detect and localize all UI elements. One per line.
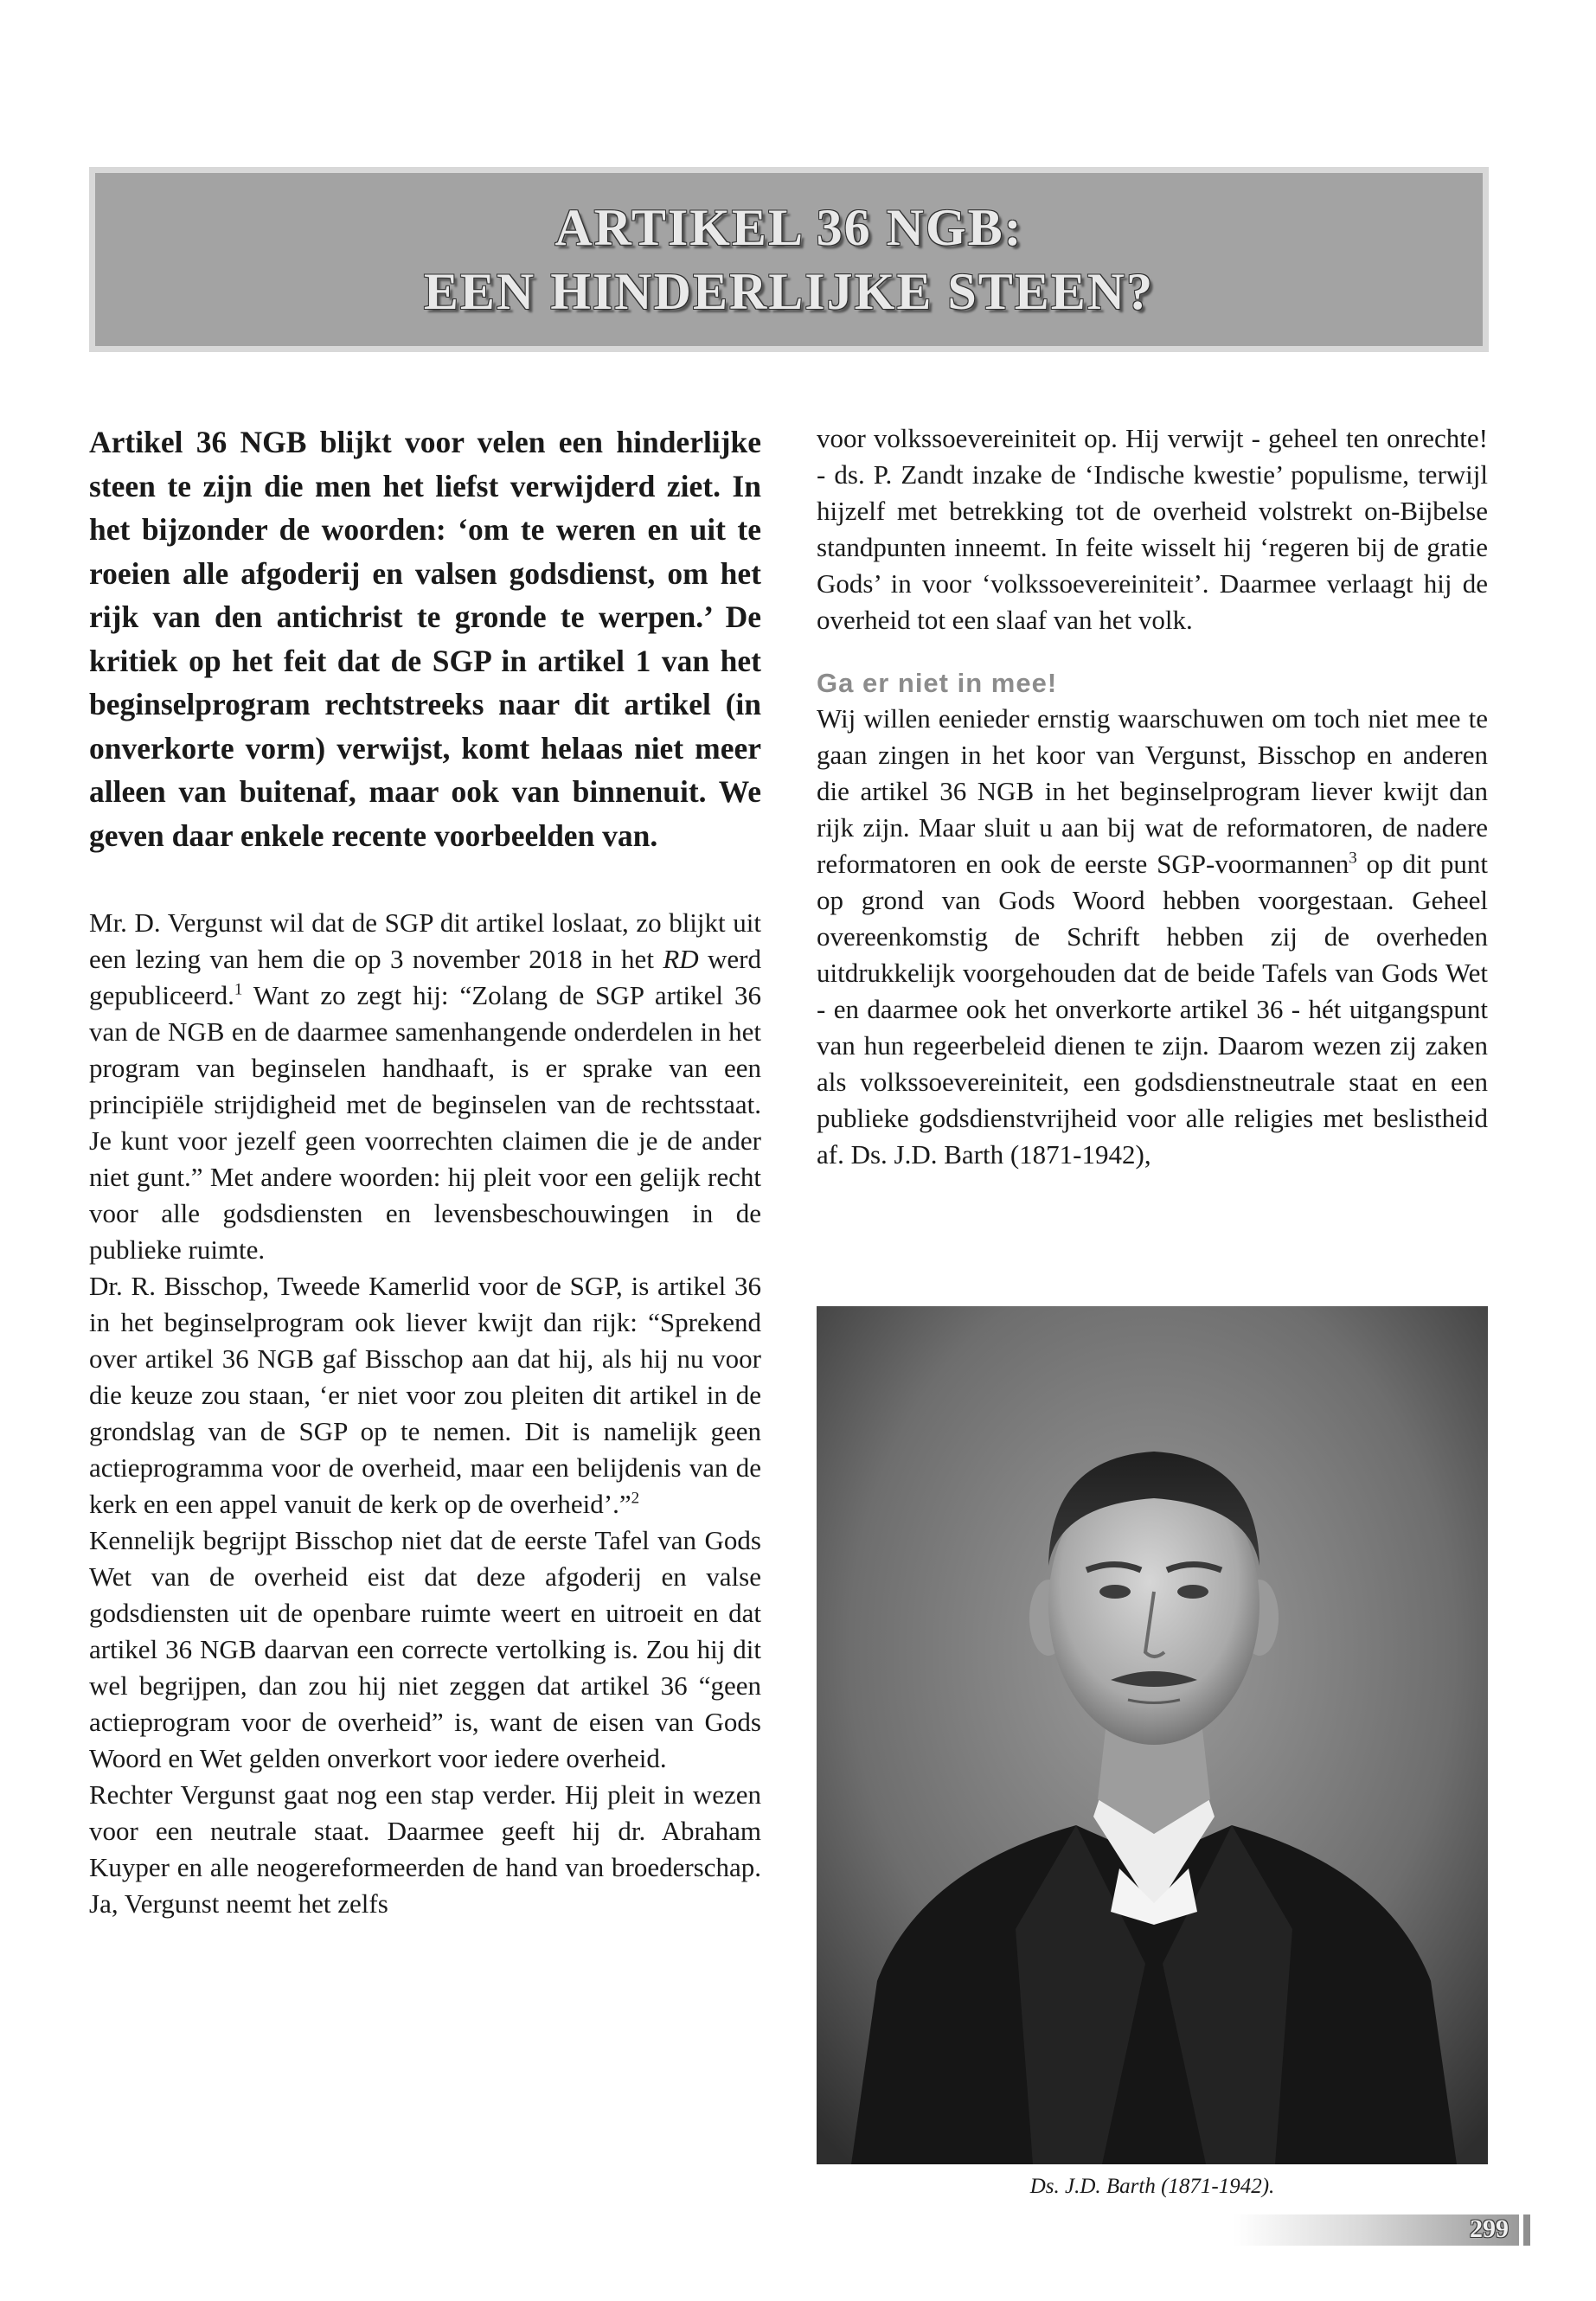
- footnote-ref-1[interactable]: 1: [234, 980, 243, 999]
- paragraph-vergunst: Mr. D. Vergunst wil dat de SGP dit artikel loslaat, zo blijkt uit een lezing van hem die op 3 november 2018 in het RD werd gepubliceerd.$^1$ Want zo zegt hij: “Zolang de SGP artikel 36 van de NGB en de daarmee samenhangende onderdelen in het program van beginselen handhaaft, is er sprake van een principiële strijdigheid met de beginselen van de rechtsstaat. Je kunt voor jezelf geen voorrechten claimen die je de ander niet gunt.” Met andere woorden: hij pleit voor een gelijk recht voor alle godsdiensten en levensbeschouwingen in de publieke ruimte.: [89, 907, 761, 1265]
- portrait-illustration: [817, 1306, 1488, 2164]
- right-column: [817, 420, 1488, 1173]
- paragraph-volkssoevereiniteit: voor volkssoevereiniteit op. Hij verwijt - geheel ten onrechte! - ds. P. Zandt inzake de ‘Indische kwestie’ populisme, terwijl hijzelf met betrekking tot de overheid volstrekt on-Bijbelse standpunten inneemt. In feite wisselt hij ‘regeren bij de gratie Gods’ in voor ‘volkssoevereiniteit’. Daarmee verlaagt hij de overheid tot een slaaf van het volk.: [817, 423, 1488, 635]
- section-heading: Ga er niet in mee!: [817, 668, 1058, 698]
- left-column: [89, 420, 761, 1922]
- right-body: [817, 420, 1488, 1173]
- footnote-ref-2[interactable]: 2: [631, 1489, 640, 1508]
- paragraph-waarschuwing: Wij willen eenieder ernstig waarschuwen om toch niet mee te gaan zingen in het koor van Vergunst, Bisschop en anderen die artikel 36 NGB in het beginselprogram liever kwijt dan rijk zijn. Maar sluit u aan bij wat de reformatoren, de nadere reformatoren en ook de eerste SGP-voormannen$^3$ op dit punt op grond van Gods Woord hebben voorgestaan. Geheel overeenkomstig de Schrift hebben zij de overheden uitdrukkelijk voorgehouden dat de beide Tafels van Gods Wet - en daarmee ook het onverkorte artikel 36 - hét uitgangspunt van hun regeerbeleid dienen te zijn. Daarom wezen zij zaken als volkssoevereiniteit, een godsdienstneutrale staat en een publieke godsdienstvrijheid voor alle religies met beslistheid af. Ds. J.D. Barth (1871-1942),: [817, 703, 1488, 1170]
- lede-paragraph: Artikel 36 NGB blijkt voor velen een hinderlijke steen te zijn die men het liefst verwijderd ziet. In het bijzonder de woorden: ‘om te weren en uit te roeien alle afgoderij en valsen godsdienst, om het rijk van den antichrist te gronde te werpen.’ De kritiek op het feit dat de SGP in artikel 1 van het beginselprogram rechtstreeks naar dit artikel (in onverkorte vorm) verwijst, komt helaas niet meer alleen van buitenaf, maar ook van binnenuit. We geven daar enkele recente voorbeelden van.: [89, 425, 761, 853]
- left-body: [89, 905, 761, 1922]
- footnote-ref-3[interactable]: 3: [1349, 849, 1357, 868]
- paragraph-bisschop: Dr. R. Bisschop, Tweede Kamerlid voor de SGP, is artikel 36 in het beginselprogram ook liever kwijt dan rijk: “Sprekend over artikel 36 NGB gaf Bisschop aan dat hij, als hij nu voor die keuze zou staan, ‘er niet voor zou pleiten dit artikel in de grondslag van de SGP op te nemen. Dit is namelijk geen actieprogramma voor de overheid, maar een belijdenis van de kerk en een appel vanuit de kerk op de overheid’.”$^2$: [89, 1271, 761, 1519]
- page-number-mark: [1523, 2214, 1530, 2246]
- title-line-2: EEN HINDERLIJKE STEEN?: [423, 263, 1155, 320]
- page-number: 299: [1470, 2214, 1509, 2243]
- photo-caption: Ds. J.D. Barth (1871-1942).: [1029, 2175, 1275, 2198]
- portrait-photo: [817, 1306, 1488, 2164]
- title-line-1: ARTIKEL 36 NGB:: [554, 199, 1023, 256]
- paragraph-tafel: Kennelijk begrijpt Bisschop niet dat de eerste Tafel van Gods Wet van de overheid eist dat deze afgoderij en valse godsdiensten uit de openbare ruimte weert en uitroeit en dat artikel 36 NGB daarvan een correcte vertolking is. Zou hij dit wel begrijpen, dan zou hij niet zeggen dat artikel 36 “geen actieprogram voor de overheid” is, want de eisen van Gods Woord en Wet gelden onverkort voor iedere overheid.: [89, 1525, 761, 1773]
- paragraph-rechter: Rechter Vergunst gaat nog een stap verder. Hij pleit in wezen voor een neutrale staat. Daarmee geeft hij dr. Abraham Kuyper en alle neogereformeerden de hand van broederschap. Ja, Vergunst neemt het zelfs: [89, 1779, 761, 1919]
- newspaper-name: RD: [663, 944, 699, 974]
- title-banner: [89, 167, 1489, 352]
